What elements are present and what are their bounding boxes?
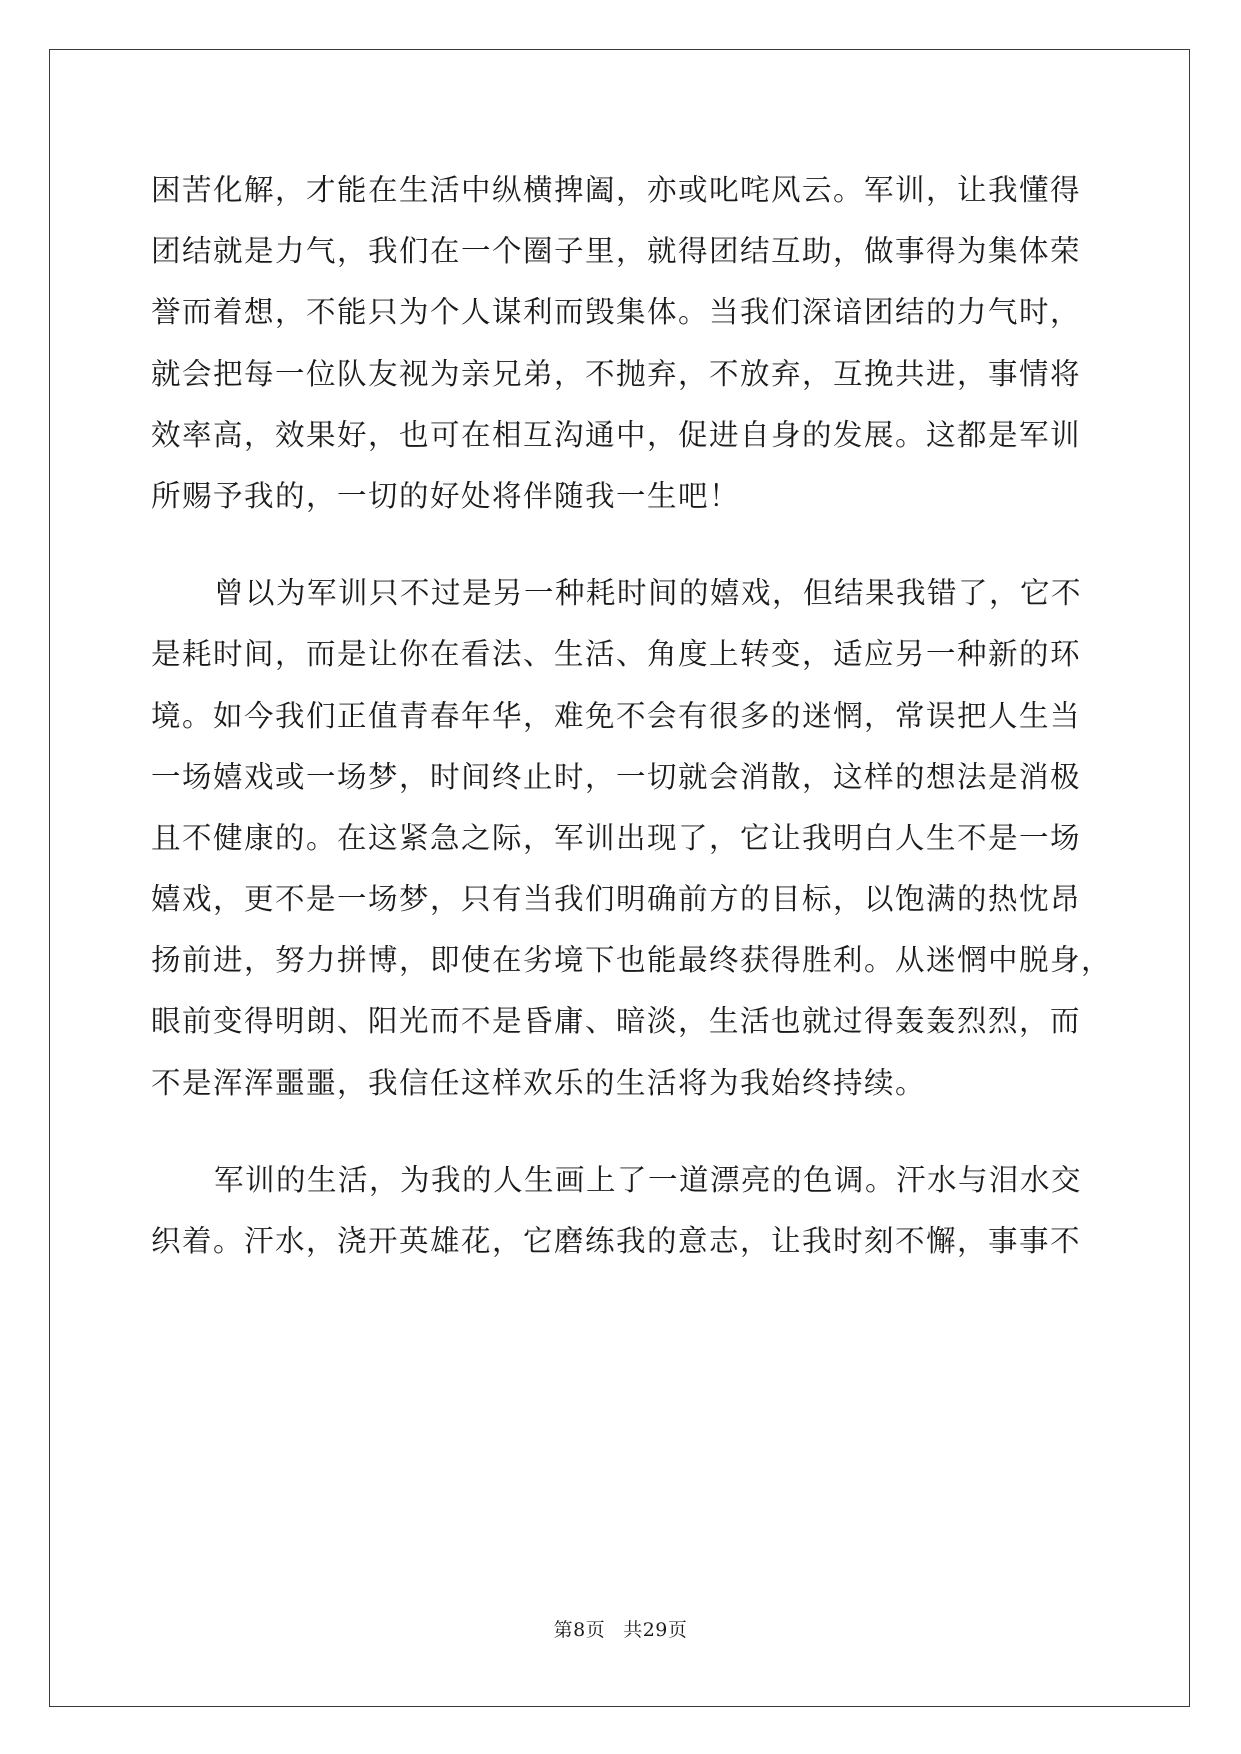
text-line: 困苦化解，才能在生活中纵横捭阖，亦或叱咤风云。军训，让我懂得: [151, 173, 1082, 207]
paragraph-first-line: 曾以为军训只不过是另一种耗时间的嬉戏，但结果我错了，它不: [214, 576, 1083, 611]
page-number: 第8页: [553, 1619, 606, 1641]
text-line: 不是浑浑噩噩，我信任这样欢乐的生活将为我始终持续。: [151, 1065, 927, 1100]
paragraph-first-line: 军训的生活，为我的人生画上了一道漂亮的色调。汗水与泪水交: [214, 1162, 1083, 1197]
page-total: 共29页: [623, 1619, 688, 1641]
text-line: 是耗时间，而是让你在看法、生活、角度上转变，适应另一种新的环: [151, 637, 1082, 672]
text-line: 嬉戏，更不是一场梦，只有当我们明确前方的目标，以饱满的热忱昂: [151, 882, 1082, 917]
text-line: 团结就是力气，我们在一个圈子里，就得团结互助，做事得为集体荣: [151, 234, 1082, 269]
text-line: 扬前进，努力拼博，即使在劣境下也能最终获得胜利。从迷惘中脱身，: [151, 943, 1113, 978]
text-line: 织着。汗水，浇开英雄花，它磨练我的意志，让我时刻不懈，事事不: [151, 1224, 1082, 1258]
text-line: 境。如今我们正值青春年华，难免不会有很多的迷惘，常误把人生当: [151, 698, 1082, 733]
text-line: 一场嬉戏或一场梦，时间终止时，一切就会消散，这样的想法是消极: [151, 759, 1082, 794]
text-line: 效率高，效果好，也可在相互沟通中，促进自身的发展。这都是军训: [151, 417, 1082, 452]
text-line: 眼前变得明朗、阳光而不是昏庸、暗淡，生活也就过得轰轰烈烈，而: [151, 1004, 1082, 1039]
document-body: [151, 160, 1113, 1272]
text-line: 且不健康的。在这紧急之际，军训出现了，它让我明白人生不是一场: [151, 820, 1082, 855]
text-line: 就会把每一位队友视为亲兄弟，不抛弃，不放弃，互挽共进，事情将: [151, 356, 1082, 391]
text-line: 所赐予我的，一切的好处将伴随我一生吧！: [151, 478, 741, 513]
text-line: 誉而着想，不能只为个人谋利而毁集体。当我们深谙团结的力气时，: [151, 295, 1082, 330]
page-footer: [0, 1615, 1241, 1642]
